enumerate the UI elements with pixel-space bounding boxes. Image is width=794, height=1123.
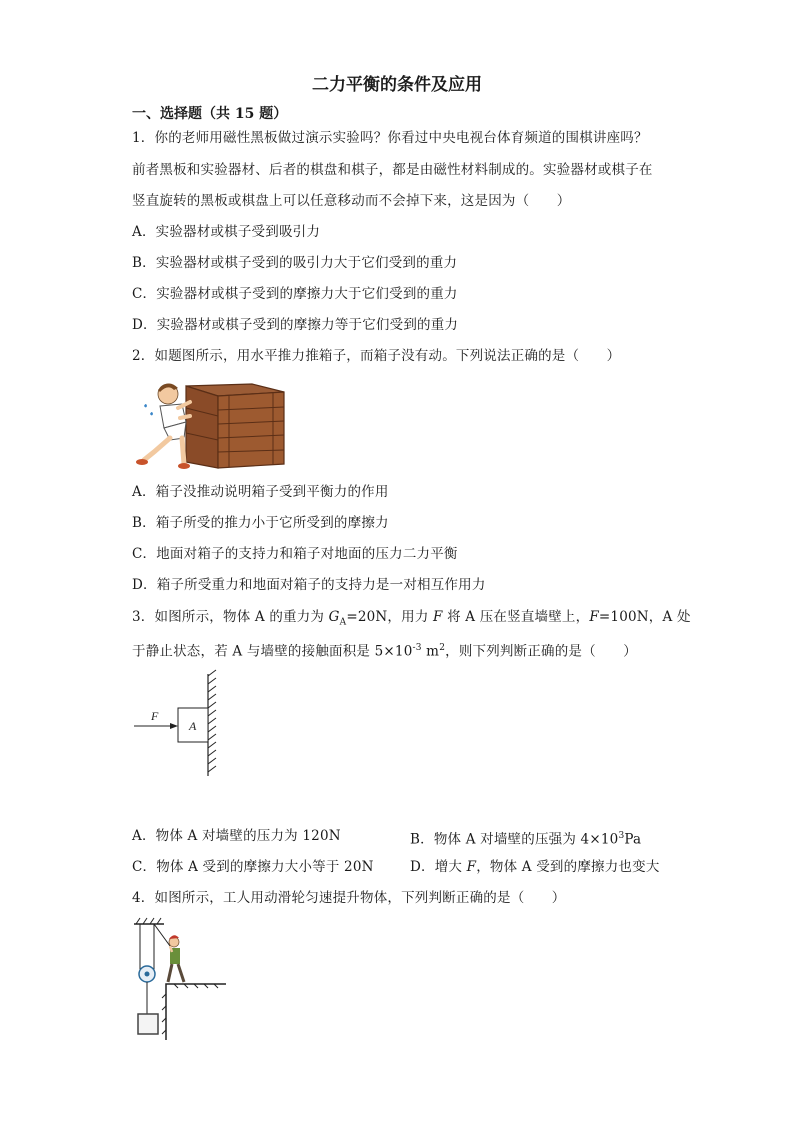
q2-option-a: A．箱子没推动说明箱子受到平衡力的作用 <box>132 484 389 500</box>
q3-stem-line-1: 3．如图所示，物体 A 的重力为 $G_A=20N$，用力 F 将 A 压在竖直墙壁上，F=100N，A 处 <box>132 609 691 628</box>
q4-stem: 4．如图所示，工人用动滑轮匀速提升物体，下列判断正确的是（ ） <box>132 890 566 906</box>
q2-option-d: D．箱子所受重力和地面对箱子的支持力是一对相互作用力 <box>132 577 486 593</box>
q3-stem-line-2: 于静止状态，若 A 与墙壁的接触面积是 $5\times 10^{-3}$ $m^2$，则下列判断正确的是（ ） <box>132 643 637 660</box>
worker-pulley-illustration <box>134 918 230 1042</box>
boy-pushing-box-illustration <box>134 378 294 470</box>
q3-option-a: A．物体 A 对墙壁的压力为 120N <box>132 828 341 844</box>
force-label: F <box>151 709 159 723</box>
page-title: 二力平衡的条件及应用 <box>312 75 482 95</box>
q3-option-c: C．物体 A 受到的摩擦力大小等于 20N <box>132 859 374 875</box>
q3-option-b: B．物体 A 对墙壁的压强为 $4\times 10^3Pa$ <box>410 831 642 848</box>
q1-option-a: A．实验器材或棋子受到吸引力 <box>132 224 321 240</box>
q1-stem-line-2: 前者黑板和实验器材、后者的棋盘和棋子，都是由磁性材料制成的。实验器材或棋子在 <box>132 162 653 178</box>
q1-option-d: D．实验器材或棋子受到的摩擦力等于它们受到的重力 <box>132 317 459 333</box>
section-heading: 一、选择题（共 15 题） <box>132 106 288 122</box>
q2-stem: 2．如题图所示，用水平推力推箱子，而箱子没有动。下列说法正确的是（ ） <box>132 348 621 364</box>
q2-option-b: B．箱子所受的推力小于它所受到的摩擦力 <box>132 515 389 531</box>
q1-option-c: C．实验器材或棋子受到的摩擦力大于它们受到的重力 <box>132 286 458 302</box>
block-label: A <box>189 719 197 733</box>
q3-option-d: D．增大 F，物体 A 受到的摩擦力也变大 <box>410 859 660 875</box>
force-on-block-against-wall-diagram <box>134 672 224 780</box>
q2-option-c: C．地面对箱子的支持力和箱子对地面的压力二力平衡 <box>132 546 458 562</box>
q1-stem-line-3: 竖直旋转的黑板或棋盘上可以任意移动而不会掉下来，这是因为（ ） <box>132 193 571 209</box>
q1-option-b: B．实验器材或棋子受到的吸引力大于它们受到的重力 <box>132 255 458 271</box>
q1-stem-line-1: 1．你的老师用磁性黑板做过演示实验吗？你看过中央电视台体育频道的围棋讲座吗？ <box>132 130 648 146</box>
